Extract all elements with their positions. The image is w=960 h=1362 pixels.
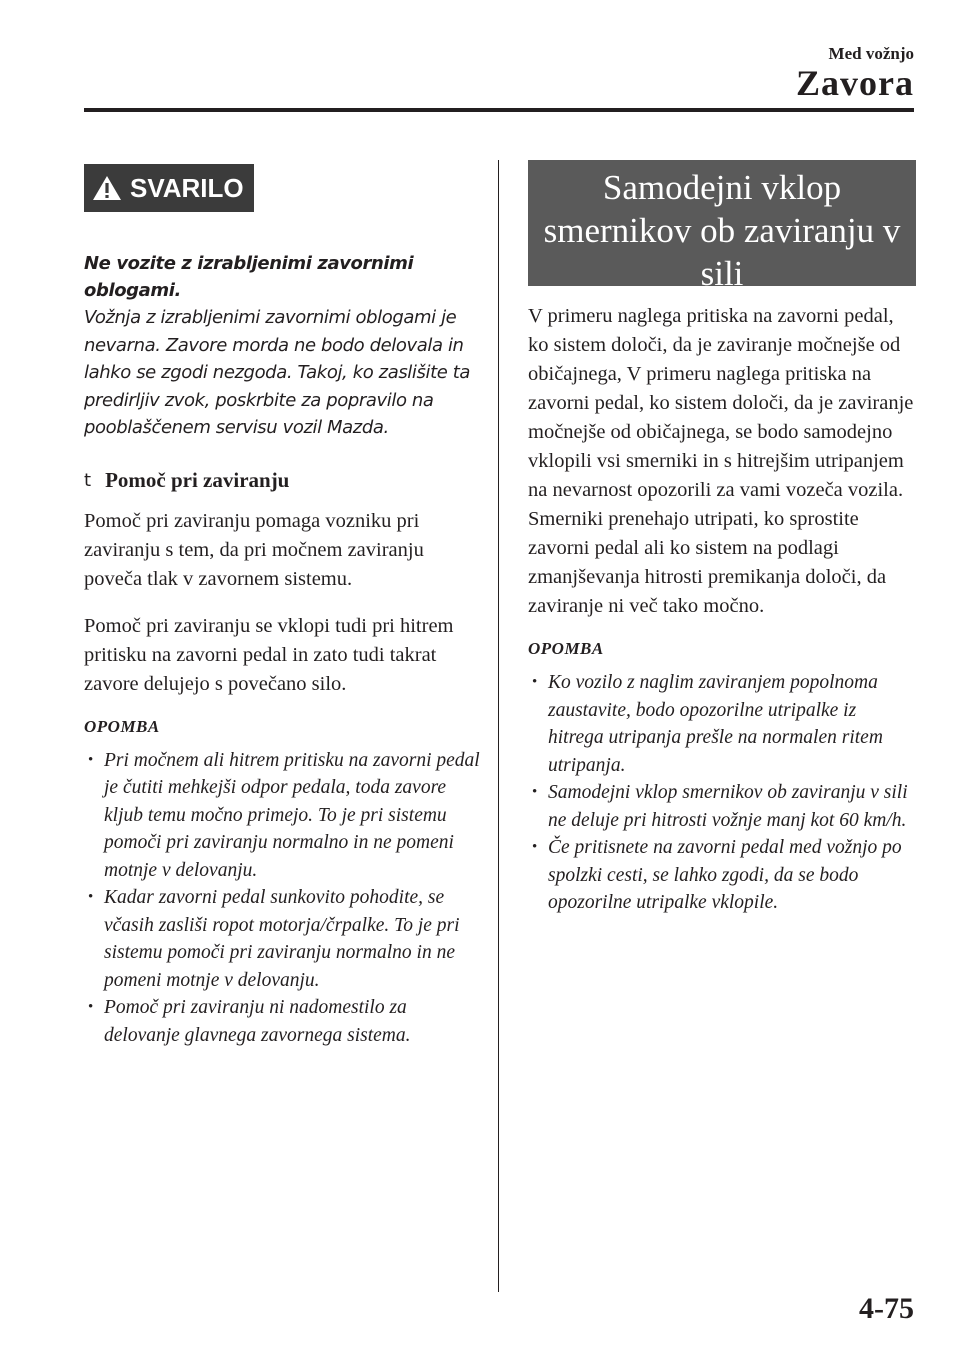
- brake-assist-paragraph: Pomoč pri zaviranju pomaga vozniku pri zaviranju s tem, da pri močnem zaviranju poveča tlak v zavornem sistemu.: [84, 509, 424, 590]
- auto-hazard-paragraph: V primeru naglega pritiska na zavorni pedal, ko sistem določi, da je zaviranje močnejše od običajnega, V primeru naglega pritiska na zavorni pedal, ko sistem določi, da je zaviranje močnejše od običajnega, se bodo samodejno vklopili vsi smerniki in s hitrejšim utripanjem na nevarnost opozorili za vami vozeča vozila. Smerniki prenehajo utripati, ko sprostite zavorni pedal ali ko sistem na podlagi zmanjševanja hitrosti premikanja določi, da zaviranje ni več tako močno.: [528, 305, 914, 617]
- note-item: [84, 884, 484, 994]
- note-text: Pomoč pri zaviranju ni nadomestilo za delovanje glavnega zavornega sistema.: [104, 997, 411, 1046]
- note-text: Samodejni vklop smernikov ob zaviranju v sili ne deluje pri hitrosti vožnje manj kot 60 km/h.: [548, 782, 908, 831]
- bullet-dot: •: [88, 999, 94, 1015]
- note-item: [84, 747, 484, 885]
- note-text: Če pritisnete na zavorni pedal med vožnjo po spolzki cesti, se lahko zgodi, da se bodo opozorilne utripalke vklopile.: [548, 837, 902, 913]
- warning-triangle-icon: [92, 175, 122, 201]
- bullet-dot: •: [532, 674, 538, 690]
- brake-assist-heading-text: Pomoč pri zaviranju: [105, 467, 290, 492]
- page-number: 4-75: [859, 1292, 914, 1325]
- warning-text: Vožnja z izrabljenimi zavornimi oblogami je nevarna. Zavore morda ne bodo delovala in lahko se zgodi nezgoda. Takoj, ko zaslišite ta predirljiv zvok, poskrbite za popravilo na pooblaščenem servisu vozil Mazda.: [84, 307, 471, 438]
- warning-banner: [84, 164, 254, 212]
- note-label: OPOMBA: [528, 639, 604, 658]
- page-title: Zavora: [796, 63, 914, 103]
- header-section-label: Med vožnjo: [828, 44, 914, 63]
- brake-assist-paragraph: Pomoč pri zaviranju se vklopi tudi pri hitrem pritisku na zavorni pedal in zato tudi takrat zavore delujejo s povečano silo.: [84, 614, 454, 695]
- note-text: Kadar zavorni pedal sunkovito pohodite, se včasih zasliši ropot motorja/črpalke. To je pri sistemu pomoči pri zaviranju normalno in ne pomeni motnje v delovanju.: [104, 887, 460, 991]
- note-list: [528, 669, 916, 917]
- note-text: Pri močnem ali hitrem pritisku na zavorni pedal je čutiti mehkejši odpor pedala, toda zavore kljub temu močno primejo. To je pri sistemu pomoči pri zaviranju normalno in ne pomeni motnje v delovanju.: [104, 749, 480, 881]
- note-item: [528, 669, 916, 779]
- note-text: Ko vozilo z naglim zaviranjem popolnoma zaustavite, bodo opozorilne utripalke iz hitrega utripanja prešle na normalen ritem utripanja.: [548, 672, 883, 776]
- note-item: [84, 994, 484, 1049]
- bullet-dot: •: [532, 784, 538, 800]
- header-rule: [84, 108, 914, 112]
- left-column: [84, 164, 484, 1049]
- bullet-dot: •: [88, 889, 94, 905]
- section-heading-box: Samodejni vklop smernikov ob zaviranju v sili: [528, 160, 916, 286]
- warning-label: SVARILO: [130, 172, 244, 203]
- bullet-dot: •: [88, 751, 94, 768]
- note-list: [84, 747, 484, 1050]
- brake-assist-heading: [84, 468, 484, 493]
- right-column: [528, 160, 916, 917]
- section-bullet: t: [84, 469, 92, 491]
- column-divider: [498, 160, 499, 1292]
- note-item: [528, 834, 916, 917]
- warning-lead: Ne vozite z izrabljenimi zavornimi oblogami.: [84, 253, 414, 301]
- note-label: OPOMBA: [84, 716, 160, 736]
- bullet-dot: •: [532, 839, 538, 855]
- note-item: [528, 779, 916, 834]
